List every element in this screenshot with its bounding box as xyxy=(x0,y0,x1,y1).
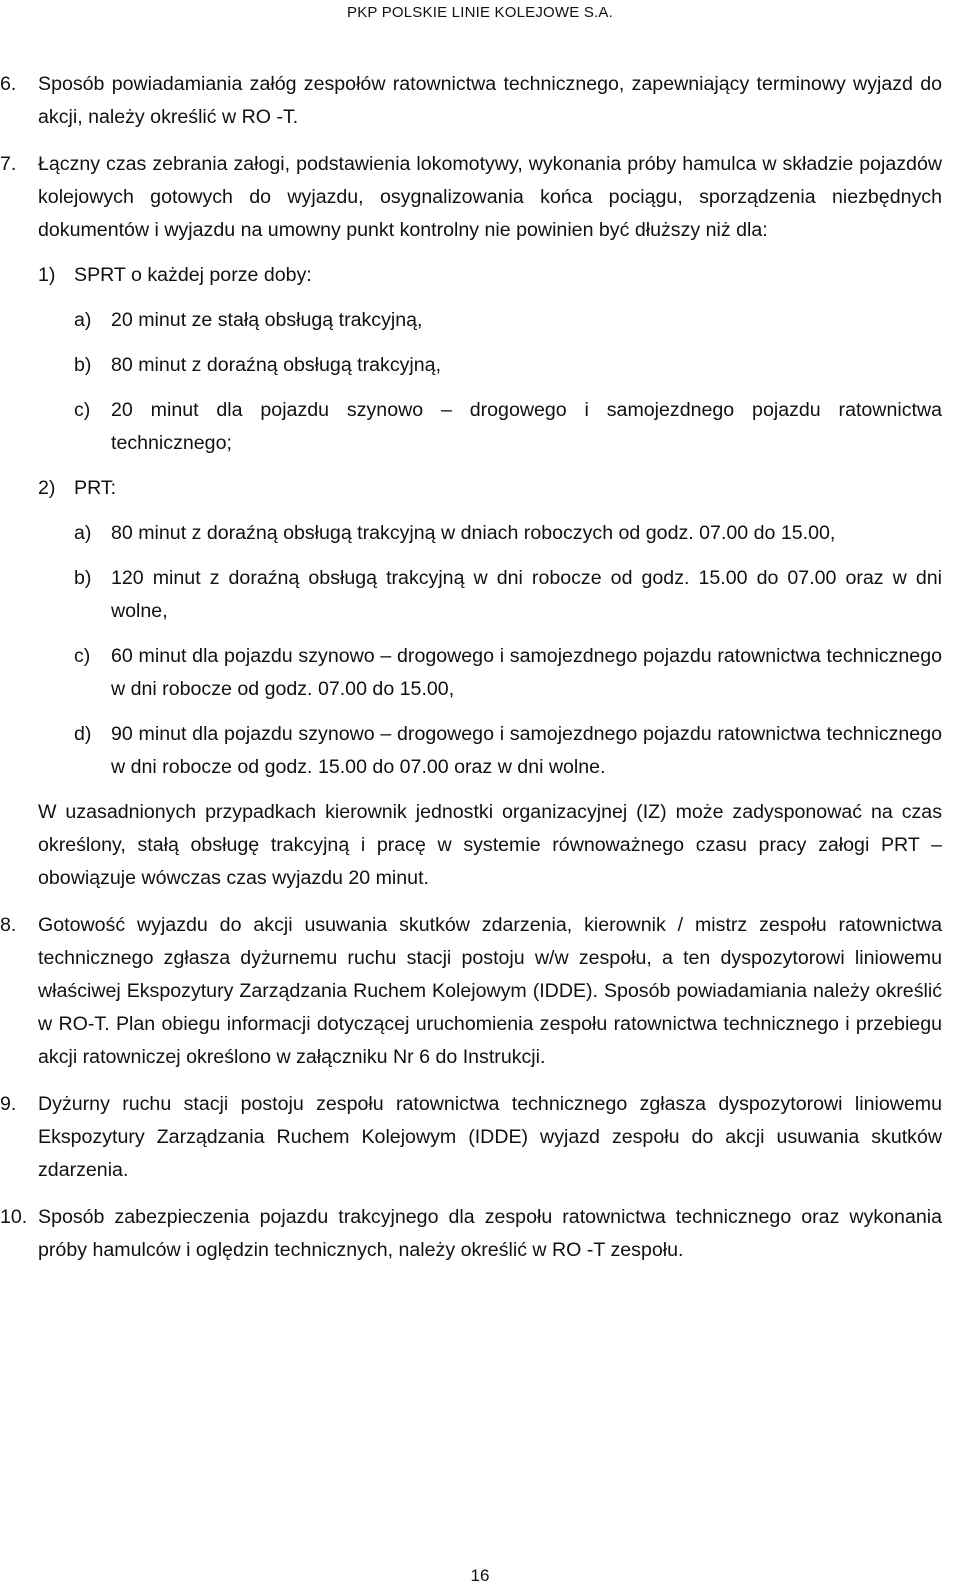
list-marker: 2) xyxy=(38,477,56,499)
prt-item-text: 120 minut z doraźną obsługą trakcyjną w dni robocze od godz. 15.00 do 07.00 oraz w dni wolne, xyxy=(111,567,942,622)
prt-item-d xyxy=(74,718,942,784)
item-number: 6. xyxy=(0,73,17,95)
prt-item-text: 60 minut dla pojazdu szynowo – drogowego i samojezdnego pojazdu ratownictwa technicznego w dni robocze od godz. 07.00 do 15.00, xyxy=(111,645,942,700)
list-marker: c) xyxy=(74,645,91,667)
sprt-heading: SPRT o każdej porze doby: xyxy=(74,264,312,286)
item-number: 7. xyxy=(0,153,17,175)
sprt-item-text: 80 minut z doraźną obsługą trakcyjną, xyxy=(111,354,442,376)
prt-item-b xyxy=(74,562,942,628)
item-text: Łączny czas zebrania załogi, podstawienia lokomotywy, wykonania próby hamulca w składzie pojazdów kolejowych gotowych do wyjazdu, osygnalizowania końca pociągu, sporządzenia niezbędnych dokumentów i wyjazdu na umowny punkt kontrolny nie powinien być dłuższy niż dla: xyxy=(38,153,942,241)
item-7 xyxy=(0,148,960,247)
list-marker: a) xyxy=(74,522,92,544)
page-number: 16 xyxy=(470,1566,490,1585)
prt-item-c xyxy=(74,640,942,706)
list-marker: b) xyxy=(74,567,92,589)
sprt-item-text: 20 minut ze stałą obsługą trakcyjną, xyxy=(111,309,423,331)
item-text: Gotowość wyjazdu do akcji usuwania skutków zdarzenia, kierownik / mistrz zespołu ratownictwa technicznego zgłasza dyżurnemu ruchu stacji postoju w/w zespołu, a ten dyspozytorowi liniowemu właściwej Ekspozytury Zarządzania Ruchem Kolejowym (IDDE). Sposób powiadamiania należy określić w RO-T. Plan obiegu informacji dotyczącej uruchomienia zespołu ratownictwa technicznego i przebiegu akcji ratowniczej określono w załączniku Nr 6 do Instrukcji. xyxy=(38,914,942,1068)
sprt-section xyxy=(38,259,942,292)
prt-item-text: 80 minut z doraźną obsługą trakcyjną w dniach roboczych od godz. 07.00 do 15.00, xyxy=(111,522,836,544)
list-marker: c) xyxy=(74,399,91,421)
prt-section xyxy=(38,472,942,505)
note-text: W uzasadnionych przypadkach kierownik jednostki organizacyjnej (IZ) może zadysponować na czas określony, stałą obsługę trakcyjną i pracę w systemie równoważnego czasu pracy załogi PRT – obowiązuje wówczas czas wyjazdu 20 minut. xyxy=(38,801,942,889)
prt-item-a xyxy=(74,517,942,550)
item-number: 10. xyxy=(0,1206,28,1228)
item-text: Sposób powiadamiania załóg zespołów ratownictwa technicznego, zapewniający terminowy wyjazd do akcji, należy określić w RO -T. xyxy=(38,73,942,128)
item-number: 8. xyxy=(0,914,17,936)
sprt-item-text: 20 minut dla pojazdu szynowo – drogowego i samojezdnego pojazdu ratownictwa technicznego; xyxy=(111,399,942,454)
document-body xyxy=(0,68,960,1267)
item-text: Sposób zabezpieczenia pojazdu trakcyjnego dla zespołu ratownictwa technicznego oraz wykonania próby hamulców i oględzin technicznych, należy określić w RO -T zespołu. xyxy=(38,1206,942,1261)
item-8 xyxy=(0,909,960,1074)
list-marker: a) xyxy=(74,309,92,331)
prt-item-text: 90 minut dla pojazdu szynowo – drogowego i samojezdnego pojazdu ratownictwa technicznego w dni robocze od godz. 15.00 do 07.00 oraz w dni wolne. xyxy=(111,723,942,778)
list-marker: b) xyxy=(74,354,92,376)
item-7-note xyxy=(0,796,960,895)
item-10 xyxy=(0,1201,960,1267)
list-marker: 1) xyxy=(38,264,56,286)
sprt-item-b xyxy=(74,349,942,382)
page-header: PKP POLSKIE LINIE KOLEJOWE S.A. xyxy=(346,4,614,21)
item-9 xyxy=(0,1088,960,1187)
item-number: 9. xyxy=(0,1093,17,1115)
item-6 xyxy=(0,68,960,134)
sprt-item-a xyxy=(74,304,942,337)
item-text: Dyżurny ruchu stacji postoju zespołu ratownictwa technicznego zgłasza dyspozytorowi liniowemu Ekspozytury Zarządzania Ruchem Kolejowym (IDDE) wyjazd zespołu do akcji usuwania skutków zdarzenia. xyxy=(38,1093,942,1181)
list-marker: d) xyxy=(74,723,92,745)
sprt-item-c xyxy=(74,394,942,460)
prt-heading: PRT: xyxy=(74,477,117,499)
